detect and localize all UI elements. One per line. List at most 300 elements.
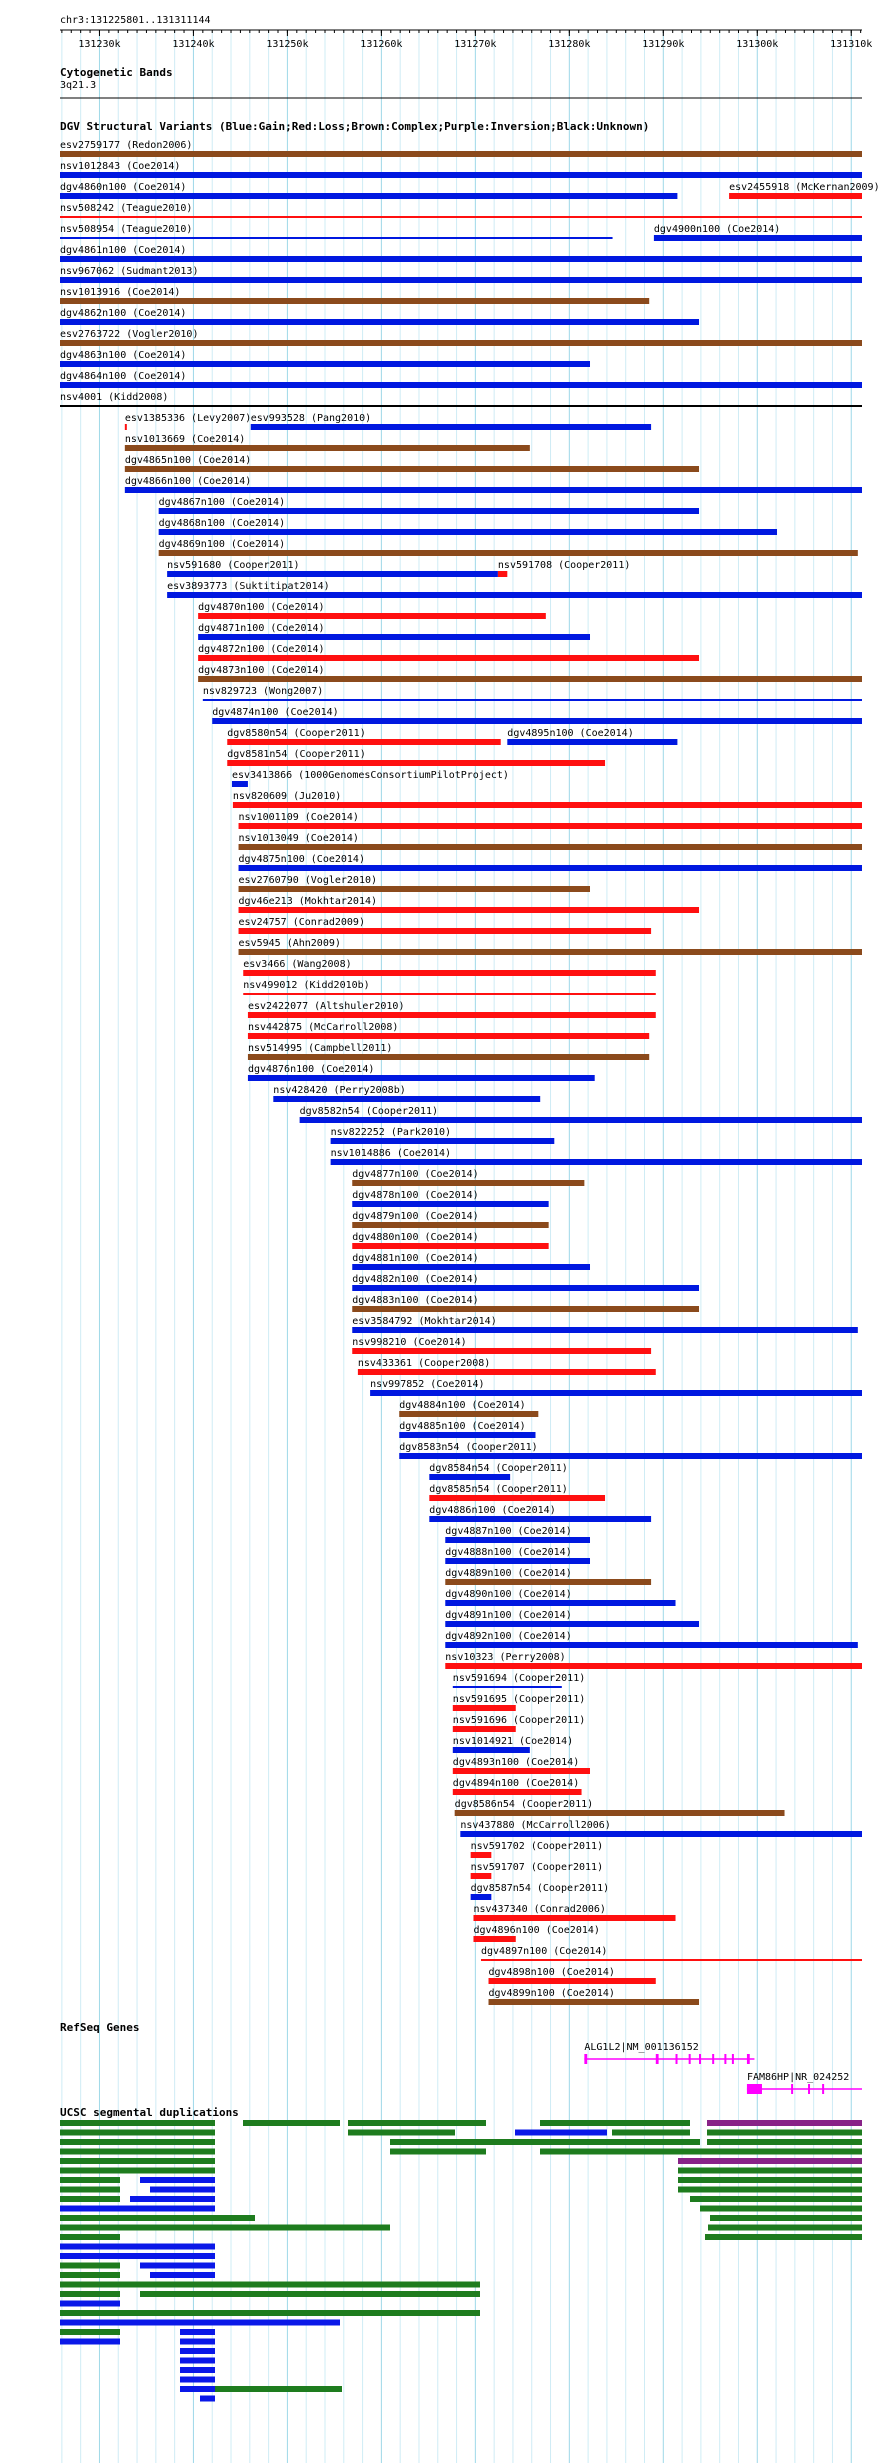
segdup-feature[interactable]	[180, 2367, 215, 2373]
segdup-feature[interactable]	[180, 2348, 215, 2354]
dgv-feature-bar[interactable]	[399, 1432, 535, 1438]
dgv-feature-bar[interactable]	[60, 319, 699, 325]
dgv-feature[interactable]	[248, 1001, 656, 1018]
segdup-feature[interactable]	[678, 2168, 862, 2174]
dgv-feature-bar[interactable]	[239, 949, 862, 955]
dgv-feature[interactable]	[60, 266, 862, 283]
segdup-feature[interactable]	[348, 2130, 455, 2136]
dgv-feature-bar[interactable]	[352, 1306, 699, 1312]
dgv-feature-bar[interactable]	[159, 508, 699, 514]
dgv-feature[interactable]	[453, 1757, 590, 1774]
segdup-feature[interactable]	[60, 2149, 215, 2155]
segdup-feature[interactable]	[60, 2291, 120, 2297]
dgv-feature-bar[interactable]	[445, 1621, 699, 1627]
dgv-feature-label: dgv4880n100 (Coe2014)	[352, 1232, 479, 1243]
dgv-feature-bar[interactable]	[445, 1558, 590, 1564]
dgv-feature-bar[interactable]	[273, 1096, 540, 1102]
segdup-feature[interactable]	[180, 2339, 215, 2345]
dgv-feature[interactable]	[654, 224, 862, 241]
segdup-feature[interactable]	[707, 2139, 862, 2145]
dgv-feature[interactable]	[167, 560, 498, 577]
segdup-feature[interactable]	[705, 2234, 862, 2240]
ruler-tick-label: 131280k	[548, 39, 591, 50]
dgv-feature-label: nsv820609 (Ju2010)	[232, 791, 342, 802]
dgv-feature-label: dgv4884n100 (Coe2014)	[399, 1400, 526, 1411]
segdup-feature[interactable]	[710, 2215, 862, 2221]
dgv-feature-bar[interactable]	[471, 1894, 492, 1900]
dgv-feature-label: esv3584792 (Mokhtar2014)	[352, 1316, 497, 1327]
dgv-feature-bar[interactable]	[125, 424, 127, 430]
dgv-feature-bar[interactable]	[460, 1831, 862, 1837]
segdup-feature[interactable]	[60, 2177, 120, 2183]
dgv-feature-bar[interactable]	[453, 1768, 590, 1774]
dgv-feature-bar[interactable]	[445, 1537, 590, 1543]
dgv-feature[interactable]	[507, 728, 677, 745]
segdup-feature[interactable]	[690, 2196, 862, 2202]
dgv-feature[interactable]	[352, 1316, 858, 1333]
dgv-feature[interactable]	[445, 1631, 858, 1648]
segdup-feature[interactable]	[678, 2187, 862, 2193]
segdup-feature[interactable]	[612, 2130, 690, 2136]
dgv-feature[interactable]	[445, 1652, 862, 1669]
dgv-feature[interactable]	[227, 749, 605, 766]
refseq-gene[interactable]	[584, 2042, 754, 2064]
dgv-feature[interactable]	[445, 1589, 675, 1606]
dgv-feature[interactable]	[243, 959, 656, 976]
segdup-feature[interactable]	[540, 2149, 862, 2155]
dgv-feature-label: esv2760790 (Vogler2010)	[238, 875, 378, 886]
segdup-feature[interactable]	[180, 2358, 215, 2364]
dgv-feature-bar[interactable]	[227, 760, 605, 766]
dgv-feature[interactable]	[352, 1295, 699, 1312]
dgv-feature-bar[interactable]	[445, 1663, 862, 1669]
segdup-feature[interactable]	[390, 2149, 486, 2155]
dgv-feature-bar[interactable]	[159, 550, 858, 556]
segdup-feature[interactable]	[60, 2120, 215, 2126]
dgv-feature-bar[interactable]	[445, 1579, 651, 1585]
refseq-gene[interactable]	[747, 2072, 862, 2094]
dgv-feature-bar[interactable]	[471, 1852, 492, 1858]
dgv-feature-bar[interactable]	[239, 844, 862, 850]
segdup-track-title: UCSC segmental duplications	[60, 2106, 239, 2119]
dgv-feature[interactable]	[232, 770, 509, 787]
dgv-feature[interactable]	[248, 1043, 649, 1060]
dgv-feature[interactable]	[429, 1463, 567, 1480]
dgv-feature-bar[interactable]	[453, 1747, 530, 1753]
dgv-feature-label: nsv1013916 (Coe2014)	[60, 287, 181, 298]
dgv-feature-label: esv24757 (Conrad2009)	[238, 917, 365, 928]
dgv-feature-bar[interactable]	[399, 1453, 862, 1459]
dgv-feature-bar[interactable]	[243, 993, 656, 995]
segdup-feature[interactable]	[140, 2177, 215, 2183]
segdup-feature[interactable]	[60, 2215, 255, 2221]
dgv-feature-bar[interactable]	[239, 886, 590, 892]
segdup-feature[interactable]	[180, 2386, 215, 2392]
dgv-feature-bar[interactable]	[300, 1117, 862, 1123]
dgv-feature[interactable]	[399, 1400, 538, 1417]
dgv-features	[60, 140, 880, 2005]
dgv-feature-bar[interactable]	[198, 634, 590, 640]
dgv-feature-bar[interactable]	[239, 928, 652, 934]
dgv-feature[interactable]	[60, 392, 862, 407]
dgv-feature[interactable]	[125, 455, 699, 472]
dgv-feature-bar[interactable]	[498, 571, 507, 577]
dgv-feature[interactable]	[471, 1841, 603, 1858]
dgv-feature[interactable]	[370, 1379, 862, 1396]
dgv-feature-bar[interactable]	[125, 487, 862, 493]
dgv-feature-bar[interactable]	[60, 405, 862, 407]
dgv-feature-bar[interactable]	[507, 739, 677, 745]
dgv-feature-bar[interactable]	[358, 1369, 656, 1375]
dgv-feature[interactable]	[445, 1547, 590, 1564]
dgv-feature-bar[interactable]	[60, 298, 649, 304]
dgv-feature[interactable]	[273, 1085, 540, 1102]
dgv-feature-label: nsv1014921 (Coe2014)	[452, 1736, 574, 1747]
dgv-feature[interactable]	[198, 665, 862, 682]
dgv-feature[interactable]	[212, 707, 862, 724]
dgv-track-title: DGV Structural Variants (Blue:Gain;Red:Loss;Brown:Complex;Purple:Inversion;Black:Unknown)	[60, 120, 650, 133]
dgv-feature[interactable]	[352, 1253, 590, 1270]
refseq-exon	[747, 2054, 750, 2064]
ruler-tick-label: 131310k	[830, 39, 873, 50]
segdup-feature[interactable]	[180, 2329, 215, 2335]
ruler	[60, 15, 872, 50]
dgv-feature[interactable]	[460, 1820, 862, 1837]
dgv-feature[interactable]	[429, 1505, 651, 1522]
dgv-feature-bar[interactable]	[198, 655, 699, 661]
dgv-feature[interactable]	[352, 1232, 548, 1249]
dgv-feature-label: dgv4866n100 (Coe2014)	[124, 476, 252, 487]
dgv-feature-bar[interactable]	[60, 172, 862, 178]
dgv-feature-bar[interactable]	[167, 571, 498, 577]
dgv-feature-bar[interactable]	[429, 1516, 651, 1522]
segdup-feature[interactable]	[707, 2130, 862, 2136]
dgv-feature-label: nsv514995 (Campbell2011)	[247, 1043, 393, 1054]
dgv-feature-bar[interactable]	[453, 1686, 562, 1688]
dgv-feature-bar[interactable]	[455, 1810, 785, 1816]
dgv-feature-label: nsv591702 (Cooper2011)	[470, 1841, 604, 1852]
dgv-feature-label: nsv442875 (McCarroll2008)	[247, 1022, 399, 1033]
dgv-feature-bar[interactable]	[60, 193, 677, 199]
ruler-tick-label: 131260k	[360, 39, 403, 50]
dgv-feature[interactable]	[159, 539, 858, 556]
dgv-feature-bar[interactable]	[232, 781, 248, 787]
dgv-feature-bar[interactable]	[399, 1411, 538, 1417]
dgv-feature-bar[interactable]	[227, 739, 500, 745]
dgv-feature[interactable]	[453, 1694, 585, 1711]
segdup-feature[interactable]	[678, 2158, 862, 2164]
dgv-feature-label: dgv8581n54 (Cooper2011)	[227, 749, 366, 760]
dgv-feature-bar[interactable]	[352, 1327, 858, 1333]
dgv-feature[interactable]	[159, 497, 699, 514]
dgv-feature[interactable]	[729, 182, 880, 199]
refseq-gene-label: ALG1L2|NM_001136152	[584, 2042, 699, 2053]
dgv-feature[interactable]	[125, 434, 530, 451]
segdup-feature[interactable]	[60, 2272, 120, 2278]
dgv-feature-label: nsv591694 (Cooper2011)	[452, 1673, 586, 1684]
dgv-feature-bar[interactable]	[243, 970, 656, 976]
dgv-feature-bar[interactable]	[481, 1959, 862, 1961]
dgv-feature-bar[interactable]	[352, 1348, 651, 1354]
dgv-feature[interactable]	[453, 1778, 582, 1795]
dgv-feature[interactable]	[233, 791, 862, 808]
segdup-feature[interactable]	[60, 2187, 120, 2193]
dgv-feature[interactable]	[125, 476, 862, 493]
segdup-features	[60, 2120, 862, 2402]
dgv-feature-bar[interactable]	[251, 424, 651, 430]
segdup-feature[interactable]	[140, 2263, 215, 2269]
dgv-feature-bar[interactable]	[352, 1222, 548, 1228]
refseq-exon	[747, 2084, 762, 2094]
segdup-feature[interactable]	[60, 2339, 120, 2345]
segdup-feature[interactable]	[150, 2187, 215, 2193]
dgv-feature[interactable]	[471, 1862, 603, 1879]
dgv-feature[interactable]	[60, 203, 862, 218]
dgv-feature-label: nsv591696 (Cooper2011)	[452, 1715, 586, 1726]
segdup-feature[interactable]	[440, 2149, 455, 2155]
segdup-feature[interactable]	[60, 2130, 215, 2136]
dgv-feature-bar[interactable]	[60, 340, 862, 346]
segdup-feature[interactable]	[60, 2263, 120, 2269]
dgv-feature[interactable]	[352, 1211, 548, 1228]
dgv-feature-label: nsv591680 (Cooper2011)	[167, 560, 300, 571]
dgv-feature-label: dgv4894n100 (Coe2014)	[452, 1778, 580, 1789]
dgv-feature-label: dgv4872n100 (Coe2014)	[198, 644, 325, 655]
segdup-feature[interactable]	[60, 2253, 215, 2259]
segdup-feature[interactable]	[200, 2396, 215, 2402]
segdup-feature[interactable]	[215, 2386, 342, 2392]
dgv-feature-label: esv3466 (Wang2008)	[243, 959, 352, 970]
dgv-feature-label: dgv4891n100 (Coe2014)	[445, 1610, 572, 1621]
dgv-feature[interactable]	[60, 371, 862, 388]
dgv-feature-bar[interactable]	[60, 382, 862, 388]
dgv-feature[interactable]	[489, 1967, 656, 1984]
dgv-feature[interactable]	[251, 413, 651, 430]
dgv-feature[interactable]	[481, 1946, 862, 1961]
dgv-feature[interactable]	[203, 686, 862, 701]
dgv-feature-label: dgv8580n54 (Cooper2011)	[227, 728, 366, 739]
segdup-feature[interactable]	[700, 2206, 862, 2212]
segdup-feature[interactable]	[540, 2120, 690, 2126]
segdup-feature[interactable]	[60, 2139, 215, 2145]
segdup-feature[interactable]	[348, 2120, 486, 2126]
segdup-feature[interactable]	[60, 2168, 215, 2174]
segdup-feature[interactable]	[60, 2329, 120, 2335]
segdup-feature[interactable]	[60, 2225, 390, 2231]
dgv-feature-bar[interactable]	[471, 1873, 492, 1879]
dgv-feature[interactable]	[60, 308, 699, 325]
segdup-feature[interactable]	[180, 2377, 215, 2383]
dgv-feature-bar[interactable]	[203, 699, 862, 701]
dgv-feature[interactable]	[453, 1736, 573, 1753]
dgv-feature-label: nsv591695 (Cooper2011)	[452, 1694, 586, 1705]
dgv-feature-label: dgv4885n100 (Coe2014)	[399, 1421, 526, 1432]
dgv-feature-label: dgv8584n54 (Cooper2011)	[429, 1463, 568, 1474]
segdup-feature[interactable]	[60, 2234, 120, 2240]
segdup-feature[interactable]	[60, 2158, 215, 2164]
dgv-feature-label: dgv4870n100 (Coe2014)	[198, 602, 325, 613]
refseq-track-title: RefSeq Genes	[60, 2021, 140, 2034]
dgv-feature-bar[interactable]	[473, 1936, 515, 1942]
dgv-feature[interactable]	[60, 224, 613, 239]
dgv-feature[interactable]	[198, 623, 590, 640]
dgv-feature-bar[interactable]	[352, 1180, 584, 1186]
dgv-feature[interactable]	[125, 413, 251, 430]
segdup-feature[interactable]	[708, 2225, 862, 2231]
dgv-feature[interactable]	[243, 980, 656, 995]
dgv-feature-bar[interactable]	[248, 1075, 595, 1081]
dgv-feature-bar[interactable]	[125, 466, 699, 472]
dgv-feature-bar[interactable]	[198, 613, 546, 619]
dgv-feature-bar[interactable]	[159, 529, 777, 535]
dgv-feature[interactable]	[352, 1274, 699, 1291]
segdup-feature[interactable]	[60, 2320, 340, 2326]
dgv-feature[interactable]	[60, 140, 862, 157]
dgv-feature[interactable]	[352, 1190, 548, 1207]
cytoband-label: 3q21.3	[60, 80, 97, 91]
dgv-feature-bar[interactable]	[331, 1138, 555, 1144]
dgv-feature[interactable]	[239, 896, 699, 913]
dgv-feature-bar[interactable]	[248, 1033, 649, 1039]
dgv-feature[interactable]	[239, 917, 652, 934]
dgv-feature-bar[interactable]	[729, 193, 862, 199]
dgv-feature-label: dgv46e213 (Mokhtar2014)	[238, 896, 378, 907]
dgv-feature-bar[interactable]	[429, 1474, 510, 1480]
dgv-feature-label: nsv1014886 (Coe2014)	[330, 1148, 452, 1159]
dgv-feature[interactable]	[399, 1421, 535, 1438]
dgv-feature-bar[interactable]	[60, 277, 862, 283]
dgv-feature-bar[interactable]	[445, 1642, 858, 1648]
dgv-feature-bar[interactable]	[352, 1201, 548, 1207]
dgv-feature-bar[interactable]	[248, 1054, 649, 1060]
dgv-feature-bar[interactable]	[352, 1264, 590, 1270]
dgv-feature[interactable]	[473, 1925, 599, 1942]
dgv-feature-bar[interactable]	[233, 802, 862, 808]
dgv-feature[interactable]	[248, 1064, 595, 1081]
dgv-feature-bar[interactable]	[453, 1789, 582, 1795]
segdup-feature[interactable]	[60, 2310, 480, 2316]
dgv-feature-bar[interactable]	[239, 865, 862, 871]
dgv-feature[interactable]	[498, 560, 630, 577]
dgv-feature[interactable]	[331, 1127, 555, 1144]
segdup-feature[interactable]	[515, 2130, 607, 2136]
dgv-feature-bar[interactable]	[60, 237, 613, 239]
dgv-feature[interactable]	[445, 1526, 590, 1543]
dgv-feature-label: nsv967062 (Sudmant2013)	[60, 266, 199, 277]
refseq-exon	[584, 2054, 587, 2064]
dgv-feature-bar[interactable]	[60, 216, 862, 218]
dgv-feature[interactable]	[60, 161, 862, 178]
dgv-feature-bar[interactable]	[60, 361, 590, 367]
dgv-feature-bar[interactable]	[331, 1159, 862, 1165]
dgv-feature[interactable]	[453, 1673, 585, 1688]
dgv-feature[interactable]	[445, 1610, 699, 1627]
segdup-feature[interactable]	[390, 2139, 542, 2145]
dgv-feature-bar[interactable]	[654, 235, 862, 241]
dgv-feature-bar[interactable]	[239, 907, 699, 913]
segdup-feature[interactable]	[60, 2301, 120, 2307]
dgv-feature-label: dgv4887n100 (Coe2014)	[445, 1526, 572, 1537]
segdup-feature[interactable]	[60, 2244, 215, 2250]
dgv-feature[interactable]	[358, 1358, 656, 1375]
dgv-feature-bar[interactable]	[445, 1600, 675, 1606]
dgv-feature[interactable]	[473, 1904, 675, 1921]
segdup-feature[interactable]	[60, 2206, 215, 2212]
dgv-feature[interactable]	[489, 1988, 700, 2005]
dgv-feature-bar[interactable]	[60, 256, 862, 262]
dgv-feature[interactable]	[159, 518, 777, 535]
segdup-feature[interactable]	[150, 2272, 215, 2278]
ruler-tick-label: 131230k	[78, 39, 121, 50]
dgv-feature-label: nsv437880 (McCarroll2006)	[460, 1820, 611, 1831]
dgv-feature-bar[interactable]	[60, 151, 862, 157]
dgv-feature-label: nsv10323 (Perry2008)	[445, 1652, 566, 1663]
dgv-feature-bar[interactable]	[489, 1999, 700, 2005]
dgv-feature[interactable]	[352, 1169, 584, 1186]
refseq-track	[60, 2021, 862, 2094]
dgv-feature[interactable]	[429, 1484, 605, 1501]
refseq-exon	[732, 2054, 734, 2064]
dgv-feature-label: dgv8587n54 (Cooper2011)	[470, 1883, 610, 1894]
dgv-feature[interactable]	[331, 1148, 862, 1165]
dgv-feature-bar[interactable]	[453, 1726, 516, 1732]
segdup-feature[interactable]	[707, 2120, 862, 2126]
dgv-feature-label: esv3893773 (Suktitipat2014)	[167, 581, 330, 592]
dgv-feature-bar[interactable]	[167, 592, 862, 598]
dgv-feature-bar[interactable]	[248, 1012, 656, 1018]
dgv-feature[interactable]	[399, 1442, 862, 1459]
dgv-feature-bar[interactable]	[198, 676, 862, 682]
dgv-feature[interactable]	[60, 182, 677, 199]
segdup-feature[interactable]	[60, 2282, 480, 2288]
dgv-feature[interactable]	[445, 1568, 651, 1585]
segdup-feature[interactable]	[140, 2291, 480, 2297]
dgv-feature[interactable]	[239, 875, 590, 892]
dgv-feature-bar[interactable]	[429, 1495, 605, 1501]
dgv-feature[interactable]	[300, 1106, 862, 1123]
dgv-feature[interactable]	[198, 644, 699, 661]
dgv-feature-bar[interactable]	[473, 1915, 675, 1921]
dgv-feature-label: dgv4889n100 (Coe2014)	[445, 1568, 572, 1579]
dgv-feature[interactable]	[453, 1715, 585, 1732]
dgv-feature-bar[interactable]	[352, 1243, 548, 1249]
dgv-feature-bar[interactable]	[212, 718, 862, 724]
dgv-feature-bar[interactable]	[453, 1705, 516, 1711]
dgv-feature[interactable]	[60, 287, 649, 304]
dgv-feature[interactable]	[455, 1799, 785, 1816]
dgv-feature-bar[interactable]	[352, 1285, 699, 1291]
dgv-feature-bar[interactable]	[125, 445, 530, 451]
dgv-feature[interactable]	[248, 1022, 649, 1039]
dgv-feature-label: dgv4893n100 (Coe2014)	[452, 1757, 580, 1768]
dgv-feature-bar[interactable]	[239, 823, 862, 829]
segdup-feature[interactable]	[540, 2139, 700, 2145]
segdup-feature[interactable]	[60, 2196, 120, 2202]
dgv-feature[interactable]	[227, 728, 500, 745]
dgv-feature[interactable]	[60, 245, 862, 262]
dgv-feature-label: dgv4898n100 (Coe2014)	[488, 1967, 615, 1978]
dgv-feature-label: dgv4876n100 (Coe2014)	[247, 1064, 375, 1075]
segdup-feature[interactable]	[678, 2177, 862, 2183]
dgv-feature-bar[interactable]	[489, 1978, 656, 1984]
dgv-feature[interactable]	[352, 1337, 651, 1354]
dgv-feature-bar[interactable]	[370, 1390, 862, 1396]
dgv-feature-label: esv1385336 (Levy2007)	[124, 413, 252, 424]
dgv-feature-label: nsv437340 (Conrad2006)	[473, 1904, 606, 1915]
dgv-feature[interactable]	[60, 329, 862, 346]
segdup-feature[interactable]	[130, 2196, 215, 2202]
segdup-feature[interactable]	[243, 2120, 340, 2126]
